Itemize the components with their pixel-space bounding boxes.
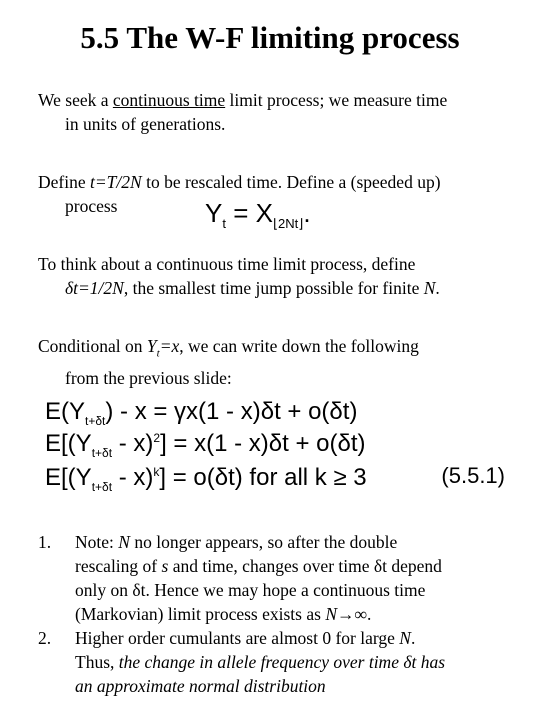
eq2-rest: ] = x(1 - x)δt + o(δt) [160,430,366,457]
li1-N: N [118,532,130,552]
li1-l2-post: and time, changes over time δt depend [168,556,442,576]
eq1-sub: t+δt [85,413,106,428]
paragraph-continuous-time [38,88,518,136]
eq2-a: E[(Y [45,430,92,457]
list-item [38,530,528,626]
p4-post: , we can write down the following [179,336,419,356]
eq2-mid: - x) [112,430,154,457]
eq-y-eq: = X [225,198,273,228]
p4-cond: Y [146,336,157,356]
p3-line2 [38,276,518,300]
p4-cond-sub: t [156,347,160,360]
eq1-rest: ) - x = γx(1 - x)δt + o(δt) [105,398,358,425]
equation-3 [45,464,367,494]
list-item [38,626,528,698]
p4-line2: from the previous slide: [65,367,232,388]
li1-s: s [161,556,169,576]
list-item-line [75,554,528,578]
eq3-rest: ] = o(δt) for all k ≥ 3 [159,464,367,491]
p3-mid: , the smallest time jump possible for finite [123,278,424,298]
p1-text: We seek a [38,90,113,110]
p2-tdef: t=T/2N [90,172,142,192]
p3-line1: To think about a continuous time limit process, define [38,254,416,274]
li2-l2-it: the change in allele frequency over time δt has [118,652,446,672]
li1-l4-pre: (Markovian) limit process exists as [75,604,326,624]
p3-end: . [435,278,440,298]
p4-cond-post: =x [159,336,180,356]
eq-y-sub: ⌊2Nt⌋ [272,216,304,232]
p1-underlined: continuous time [112,90,226,110]
eq1-a: E(Y [45,398,86,425]
li1-l4-end: . [366,604,372,624]
li1-post: no longer appears, so after the double [129,532,398,552]
eq3-sub: t+δt [91,479,113,494]
eq-y-end: . [303,198,311,228]
list-item-line [75,650,528,674]
li1-pre: Note: [75,532,119,552]
li2-N: N [399,628,411,648]
eq2-sup: 2 [153,431,161,445]
eq-y-lhs: Y [205,198,223,228]
li2-end: . [410,628,416,648]
numbered-list [38,530,528,698]
list-item-line [75,626,528,650]
eq3-mid: - x) [112,464,154,491]
list-number: 1. [38,532,52,552]
equation-block [45,392,505,504]
li2-pre: Higher order cumulants are almost 0 for large [75,628,400,648]
page-title: 5.5 The W-F limiting process [80,20,460,55]
eq-y-lhs-sub: t [222,216,226,232]
list-item-line: an approximate normal distribution [75,676,326,696]
eq3-a: E[(Y [45,464,92,491]
li1-l2-pre: rescaling of [75,556,162,576]
eq2-sub: t+δt [91,445,113,460]
p3-sym: δt=1/2N [65,278,124,298]
list-item-line [75,530,528,554]
p1-line2: in units of generations. [65,114,226,134]
paragraph-delta-t [38,252,518,300]
li2-l2-pre: Thus, [75,652,119,672]
p2-line2: process [65,196,118,216]
p4-pre: Conditional on [38,336,147,356]
p3-N: N [423,278,436,298]
equation-1 [45,398,357,428]
p1-text-post: limit process; we measure time [225,90,448,110]
li1-l4-N: N→∞ [325,604,367,624]
list-item-line: only on δt. Hence we may hope a continuous time [75,580,426,600]
list-item-line [75,602,528,626]
equation-number: (5.5.1) [441,463,505,488]
eq3-sup: k [153,465,160,479]
equation-2 [45,430,365,460]
list-number: 2. [38,628,52,648]
p2-pre: Define [38,172,90,192]
paragraph-conditional [38,334,518,390]
equation-y [205,198,311,232]
p2-post: to be rescaled time. Define a (speeded up) [141,172,441,192]
